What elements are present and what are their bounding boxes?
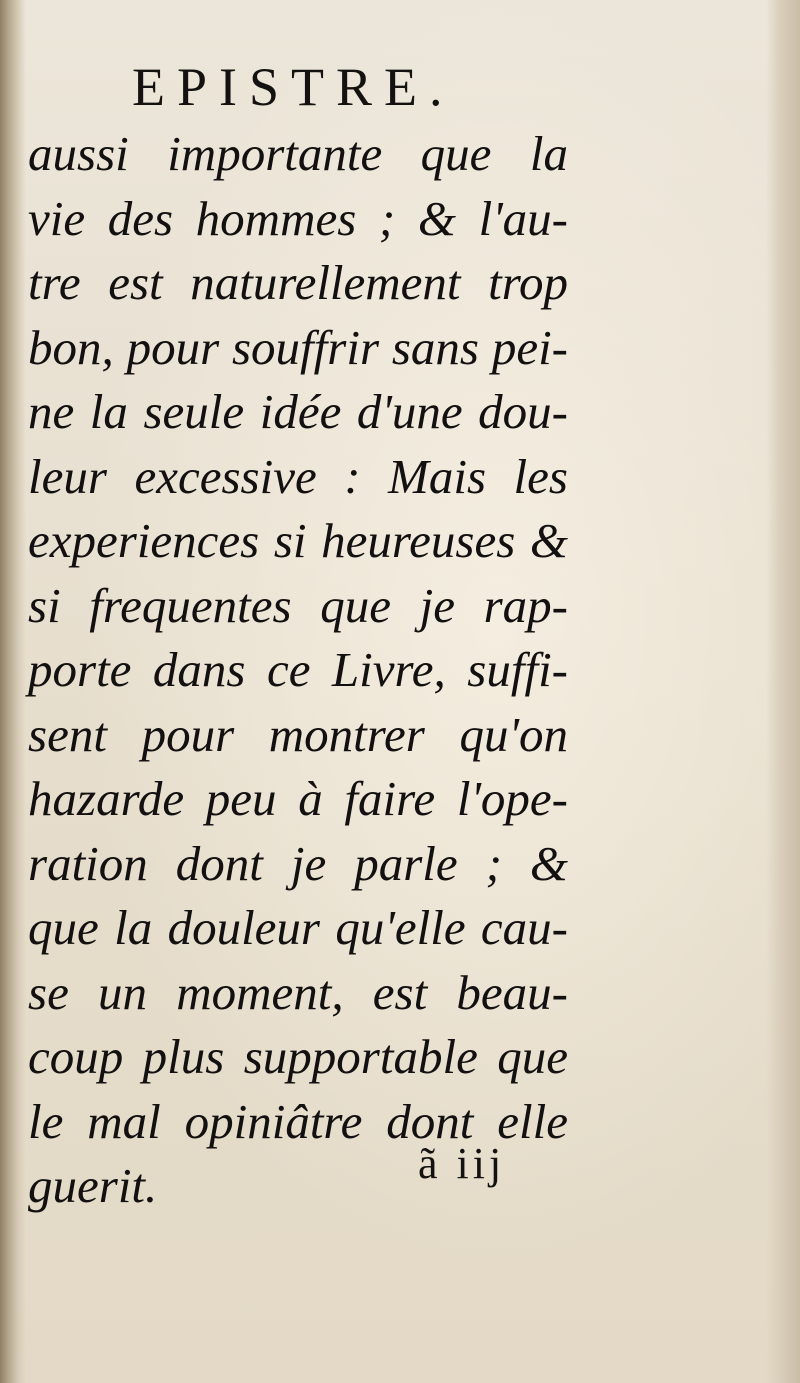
- body-text: [28, 122, 568, 1219]
- text-line: experiences si heureuses &: [28, 513, 568, 568]
- text-line: se un moment, est beau-: [28, 964, 568, 1020]
- text-line: guerit.: [28, 1158, 158, 1213]
- text-line: le mal opiniâtre dont elle: [28, 1093, 568, 1149]
- signature-mark: ã iij: [418, 1139, 506, 1188]
- text-line: ration dont je parle ; &: [28, 835, 568, 891]
- text-line: porte dans ce Livre, suffi-: [28, 642, 568, 697]
- running-head: EPISTRE.: [132, 57, 455, 117]
- page-binding-shadow: [0, 0, 26, 1383]
- text-line: leur excessive : Mais les: [28, 448, 568, 504]
- text-line: hazarde peu à faire l'ope-: [28, 771, 568, 826]
- text-line: sent pour montrer qu'on: [28, 706, 568, 762]
- text-line: vie des hommes ; & l'au-: [28, 190, 568, 246]
- text-line: si frequentes que je rap-: [28, 577, 568, 633]
- text-line: bon, pour souffrir sans pei-: [28, 319, 568, 375]
- text-line: coup plus supportable que: [28, 1029, 568, 1084]
- text-line: aussi importante que la: [28, 126, 568, 181]
- text-line: que la douleur qu'elle cau-: [28, 900, 568, 955]
- text-line: tre est naturellement trop: [28, 255, 568, 310]
- text-line: ne la seule idée d'une dou-: [28, 384, 568, 439]
- page-fore-edge: [766, 0, 800, 1383]
